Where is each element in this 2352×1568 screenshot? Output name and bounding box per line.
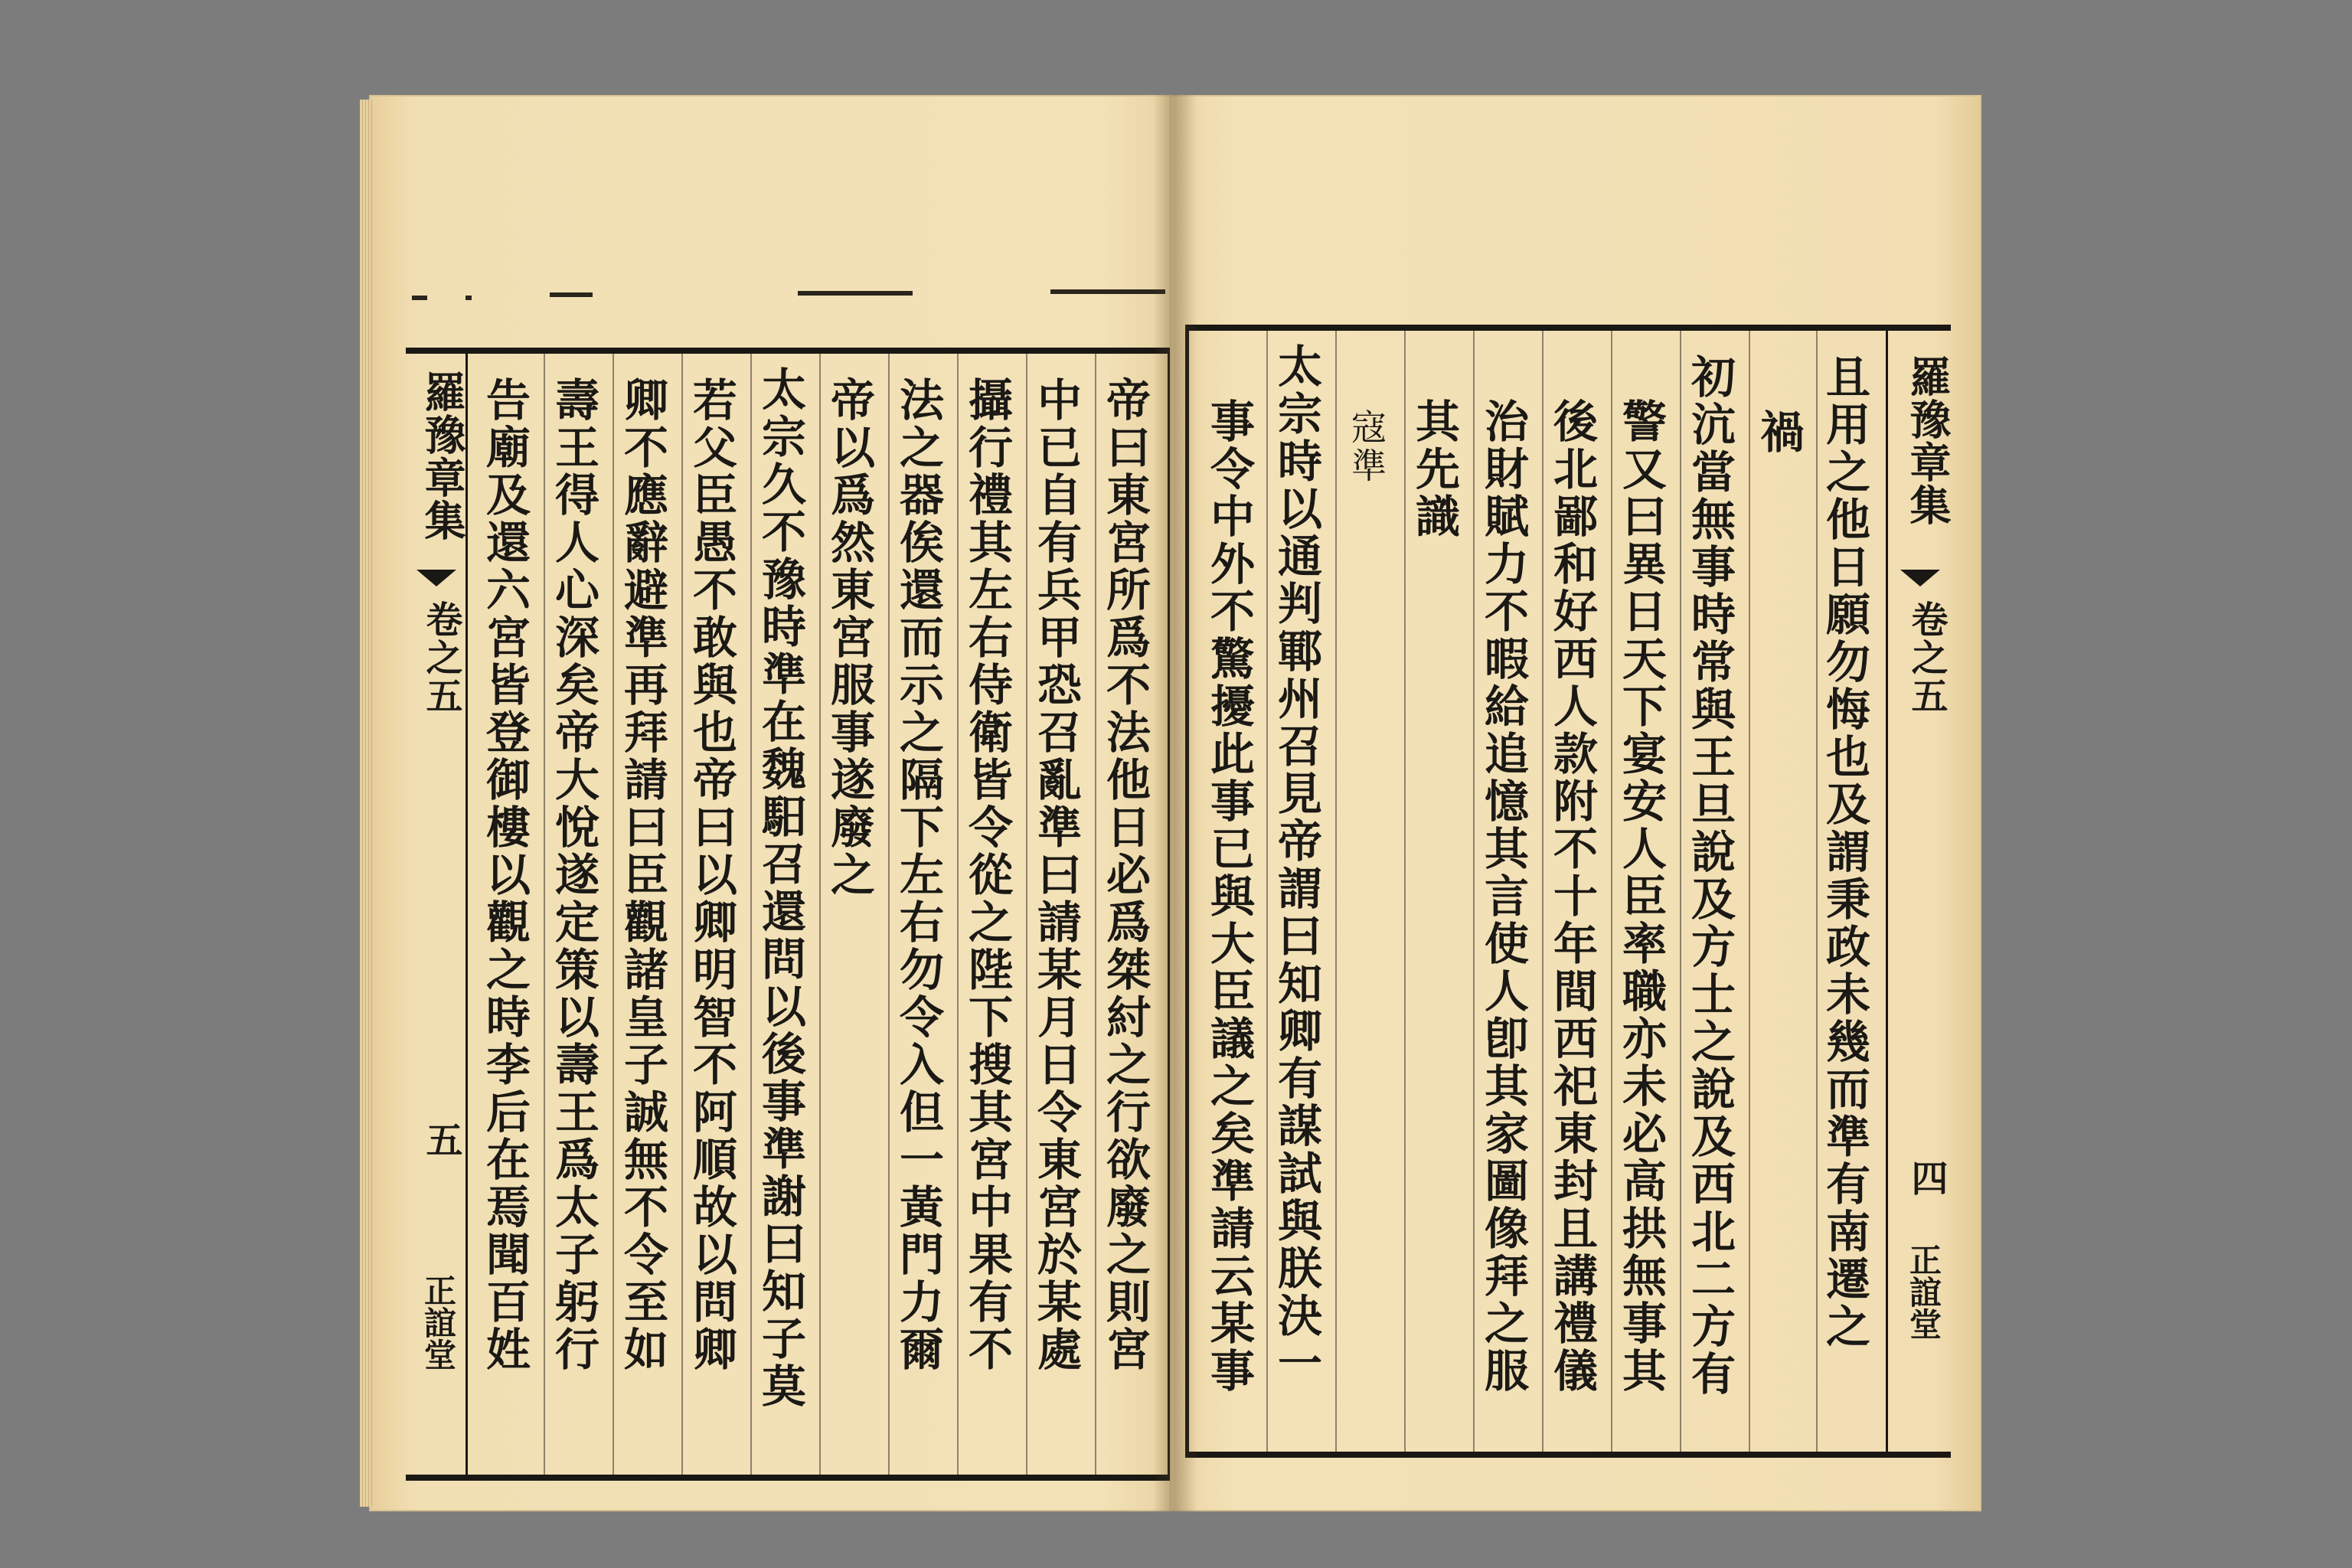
column-rule [1542,331,1544,1452]
text-column: 中已自有兵甲恐召亂準曰請某月日令東宮於某處 [1030,377,1082,1374]
text-column: 治財賦力不暇給追憶其言使人卽其家圖像拜之服 [1477,398,1529,1395]
top-mark [798,291,913,296]
column-rule [612,354,614,1475]
column-rule [1680,331,1681,1452]
right-bankou [1886,325,1951,1458]
publisher-mark: 正誼堂 [420,1274,457,1370]
column-rule [544,354,545,1475]
text-column: 帝曰東宮所爲不法他日必爲桀紂之行欲廢之則宮 [1099,377,1151,1374]
frame-rule [1185,325,1189,1458]
text-column: 初沆當無事時常與王旦說及方士之說及西北二方有 [1684,354,1736,1398]
bankou-title: 羅豫章集 [418,371,467,542]
column-rule [1026,354,1027,1475]
left-page [369,95,1181,1511]
column-rule [1266,331,1268,1452]
text-column: 太宗久不豫時準在魏馹召還問以後事準謝曰知子莫 [754,366,806,1410]
left-text-frame [406,348,1171,1481]
text-column: 卿不應辭避準再拜請曰臣觀諸皇子誠無不令至如 [616,377,668,1374]
page-number: 五 [420,1121,462,1158]
column-rule [750,354,752,1475]
bankou-volume: 卷之五 [1905,600,1948,715]
column-rule [819,354,821,1475]
column-rule [1816,331,1818,1452]
bankou-title: 羅豫章集 [1903,355,1952,527]
right-text-frame [1185,325,1951,1458]
column-rule [1611,331,1612,1452]
publisher-mark: 正誼堂 [1905,1243,1942,1340]
text-column: 攝行禮其左右侍衛皆令從之陛下搜其宮中果有不 [961,377,1013,1374]
top-mark [412,296,427,300]
fish-tail-ornament [1900,570,1940,586]
text-column: 帝以爲然東宮服事遂廢之 [823,377,875,899]
frame-rule [1185,1452,1951,1458]
text-column: 後北鄙和好西人款附不十年間西祀東封且講禮儀 [1546,398,1598,1395]
text-column: 其先識 [1408,398,1460,541]
column-rule [1404,331,1406,1452]
bankou-volume: 卷之五 [420,600,462,715]
page-number: 四 [1905,1159,1948,1196]
column-rule [1749,331,1750,1452]
column-rule [1335,331,1337,1452]
section-heading: 寇準 [1346,409,1387,485]
column-rule [1473,331,1475,1452]
frame-rule [406,348,1171,354]
open-book [369,95,1981,1511]
text-column: 告廟及還六宮皆登御樓以觀之時李后在焉聞百姓 [479,377,531,1374]
column-rule [888,354,890,1475]
fish-tail-ornament [416,570,456,586]
page-edges [360,100,374,1507]
text-column: 事令中外不驚擾此事已與大臣議之矣準請云某事 [1203,398,1255,1395]
text-column: 禍 [1753,409,1805,456]
top-mark [550,292,593,297]
text-column: 太宗時以通判鄆州召見帝謂曰知卿有謀試與朕決一 [1270,343,1322,1387]
top-mark [466,296,472,300]
text-column: 若父臣愚不敢與也帝曰以卿明智不阿順故以問卿 [685,377,737,1374]
column-rule [681,354,683,1475]
right-page [1170,95,1981,1511]
text-column: 法之器俟還而示之隔下左右勿令入但一黃門力爾 [892,377,944,1374]
text-column: 壽王得人心深矣帝大悅遂定策以壽王爲太子躬行 [547,377,599,1374]
column-rule [1095,354,1096,1475]
column-rule [957,354,959,1475]
text-column: 警又曰異日天下宴安人臣率職亦未必高拱無事其 [1615,398,1667,1395]
frame-rule [406,1475,1171,1481]
frame-rule [1185,325,1951,331]
left-bankou [406,348,468,1481]
top-mark [1050,289,1165,294]
text-column: 且用之他日願勿悔也及謂秉政未幾而準有南遷之 [1818,354,1870,1351]
